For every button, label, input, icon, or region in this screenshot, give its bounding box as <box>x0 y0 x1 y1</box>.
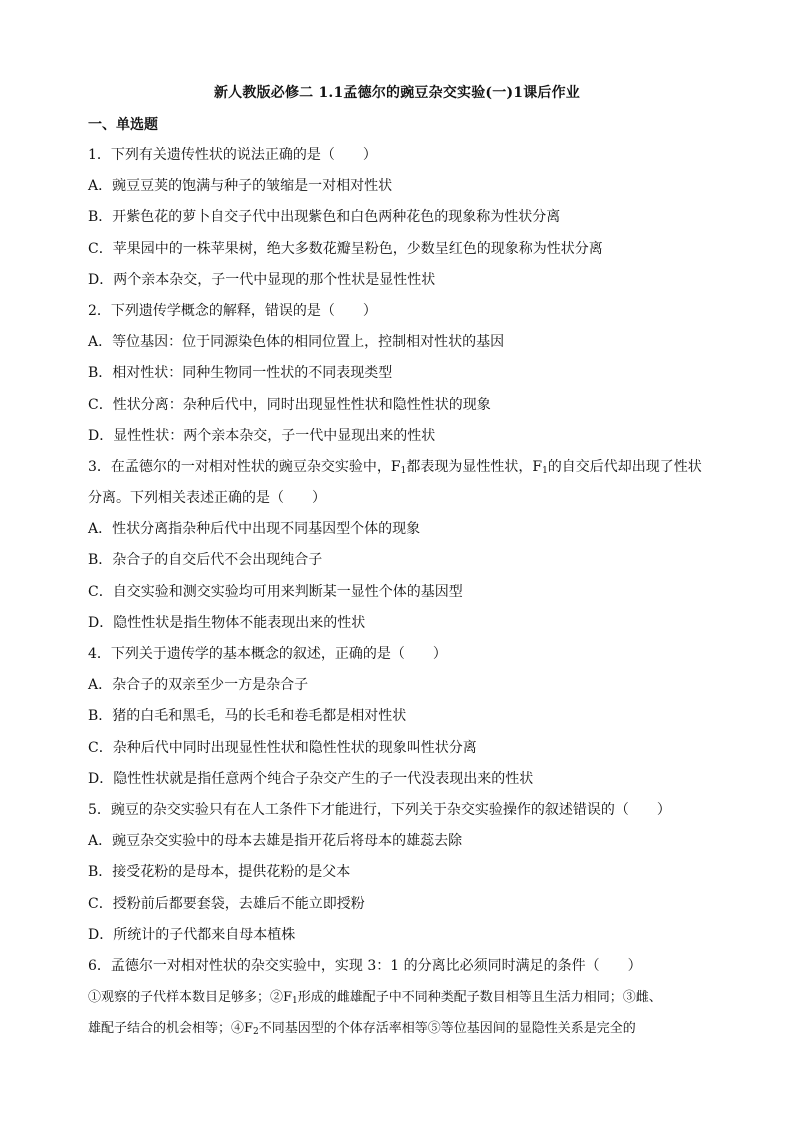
question-4-option-a: A．杂合子的双亲至少一方是杂合子 <box>88 677 309 694</box>
question-1-option-d: D．两个亲本杂交，子一代中显现的那个性状是显性性状 <box>88 271 436 288</box>
question-2-option-d: D．显性性状：两个亲本杂交，子一代中显现出来的性状 <box>88 427 436 444</box>
question-3-option-b: B．杂合子的自交后代不会出现纯合子 <box>88 552 323 569</box>
question-6-conditions-line1 <box>88 982 708 1013</box>
question-1-option-b: B．开紫色花的萝卜自交子代中出现紫色和白色两种花色的现象称为性状分离 <box>88 209 561 226</box>
question-3-option-a: A．性状分离指杂种后代中出现不同基因型个体的现象 <box>88 521 421 538</box>
question-3-stem-part1: 3．在孟德尔的一对相对性状的豌豆杂交实验中，F <box>88 458 401 475</box>
question-3-stem-part2: 都表现为显性性状，F <box>406 458 543 475</box>
question-4-stem: 4．下列关于遗传学的基本概念的叙述，正确的是（ ） <box>88 646 447 662</box>
question-5-option-d: D．所统计的子代都来自母本植株 <box>88 926 296 943</box>
question-6-stem: 6．孟德尔一对相对性状的杂交实验中，实现 3：1 的分离比必须同时满足的条件（ ） <box>88 957 642 974</box>
question-1-stem: 1．下列有关遗传性状的说法正确的是（ ） <box>88 147 377 163</box>
question-3-stem-line2: 分离。下列相关表述正确的是（ ） <box>88 490 326 507</box>
question-5-option-c: C．授粉前后都要套袋，去雄后不能立即授粉 <box>88 895 365 912</box>
question-5-option-a: A．豌豆杂交实验中的母本去雄是指开花后将母本的雄蕊去除 <box>88 833 463 850</box>
question-4-option-b: B．猪的白毛和黑毛，马的长毛和卷毛都是相对性状 <box>88 708 407 725</box>
question-3-stem <box>88 452 708 483</box>
conditions-line1-part1: ①观察的子代样本数目足够多；②F <box>88 990 293 1006</box>
subscript: 1 <box>400 465 407 476</box>
conditions-line2-part2: 不同基因型的个体存活率相等⑤等位基因间的显隐性关系是完全的 <box>258 1021 636 1037</box>
conditions-line2-part1: 雄配子结合的机会相等；④F <box>88 1021 254 1037</box>
subscript: 1 <box>292 996 298 1007</box>
section-heading: 一、单选题 <box>88 117 158 133</box>
question-2-stem: 2．下列遗传学概念的解释，错误的是（ ） <box>88 302 377 319</box>
question-3-option-c: C．自交实验和测交实验均可用来判断某一显性个体的基因型 <box>88 583 463 600</box>
question-5-stem: 5．豌豆的杂交实验只有在人工条件下才能进行，下列关于杂交实验操作的叙述错误的（ ） <box>88 801 671 818</box>
question-1-option-c: C．苹果园中的一株苹果树，绝大多数花瓣呈粉色，少数呈红色的现象称为性状分离 <box>88 240 603 257</box>
question-3-stem-part3: 的自交后代却出现了性状 <box>547 458 702 475</box>
question-2-option-a: A．等位基因：位于同源染色体的相同位置上，控制相对性状的基因 <box>88 334 505 351</box>
page-title: 新人教版必修二 1.1孟德尔的豌豆杂交实验(一)1课后作业 <box>213 85 581 101</box>
question-4-option-d: D．隐性性状就是指任意两个纯合子杂交产生的子一代没表现出来的性状 <box>88 770 534 787</box>
subscript: 1 <box>542 465 548 476</box>
question-3-option-d: D．隐性性状是指生物体不能表现出来的性状 <box>88 614 366 631</box>
question-2-option-b: B．相对性状：同种生物同一性状的不同表现类型 <box>88 365 393 382</box>
question-5-option-b: B．接受花粉的是母本，提供花粉的是父本 <box>88 864 351 881</box>
question-1-option-a: A．豌豆豆荚的饱满与种子的皱缩是一对相对性状 <box>88 178 393 195</box>
question-list <box>88 140 708 1044</box>
conditions-line1-part2: 形成的雌雄配子中不同种类配子数目相等且生活力相同；③雌、 <box>297 990 662 1006</box>
subscript: 2 <box>253 1027 259 1038</box>
question-6-conditions-line2 <box>88 1013 708 1044</box>
question-4-option-c: C．杂种后代中同时出现显性性状和隐性性状的现象叫性状分离 <box>88 739 477 756</box>
question-2-option-c: C．性状分离：杂种后代中，同时出现显性性状和隐性性状的现象 <box>88 396 491 413</box>
